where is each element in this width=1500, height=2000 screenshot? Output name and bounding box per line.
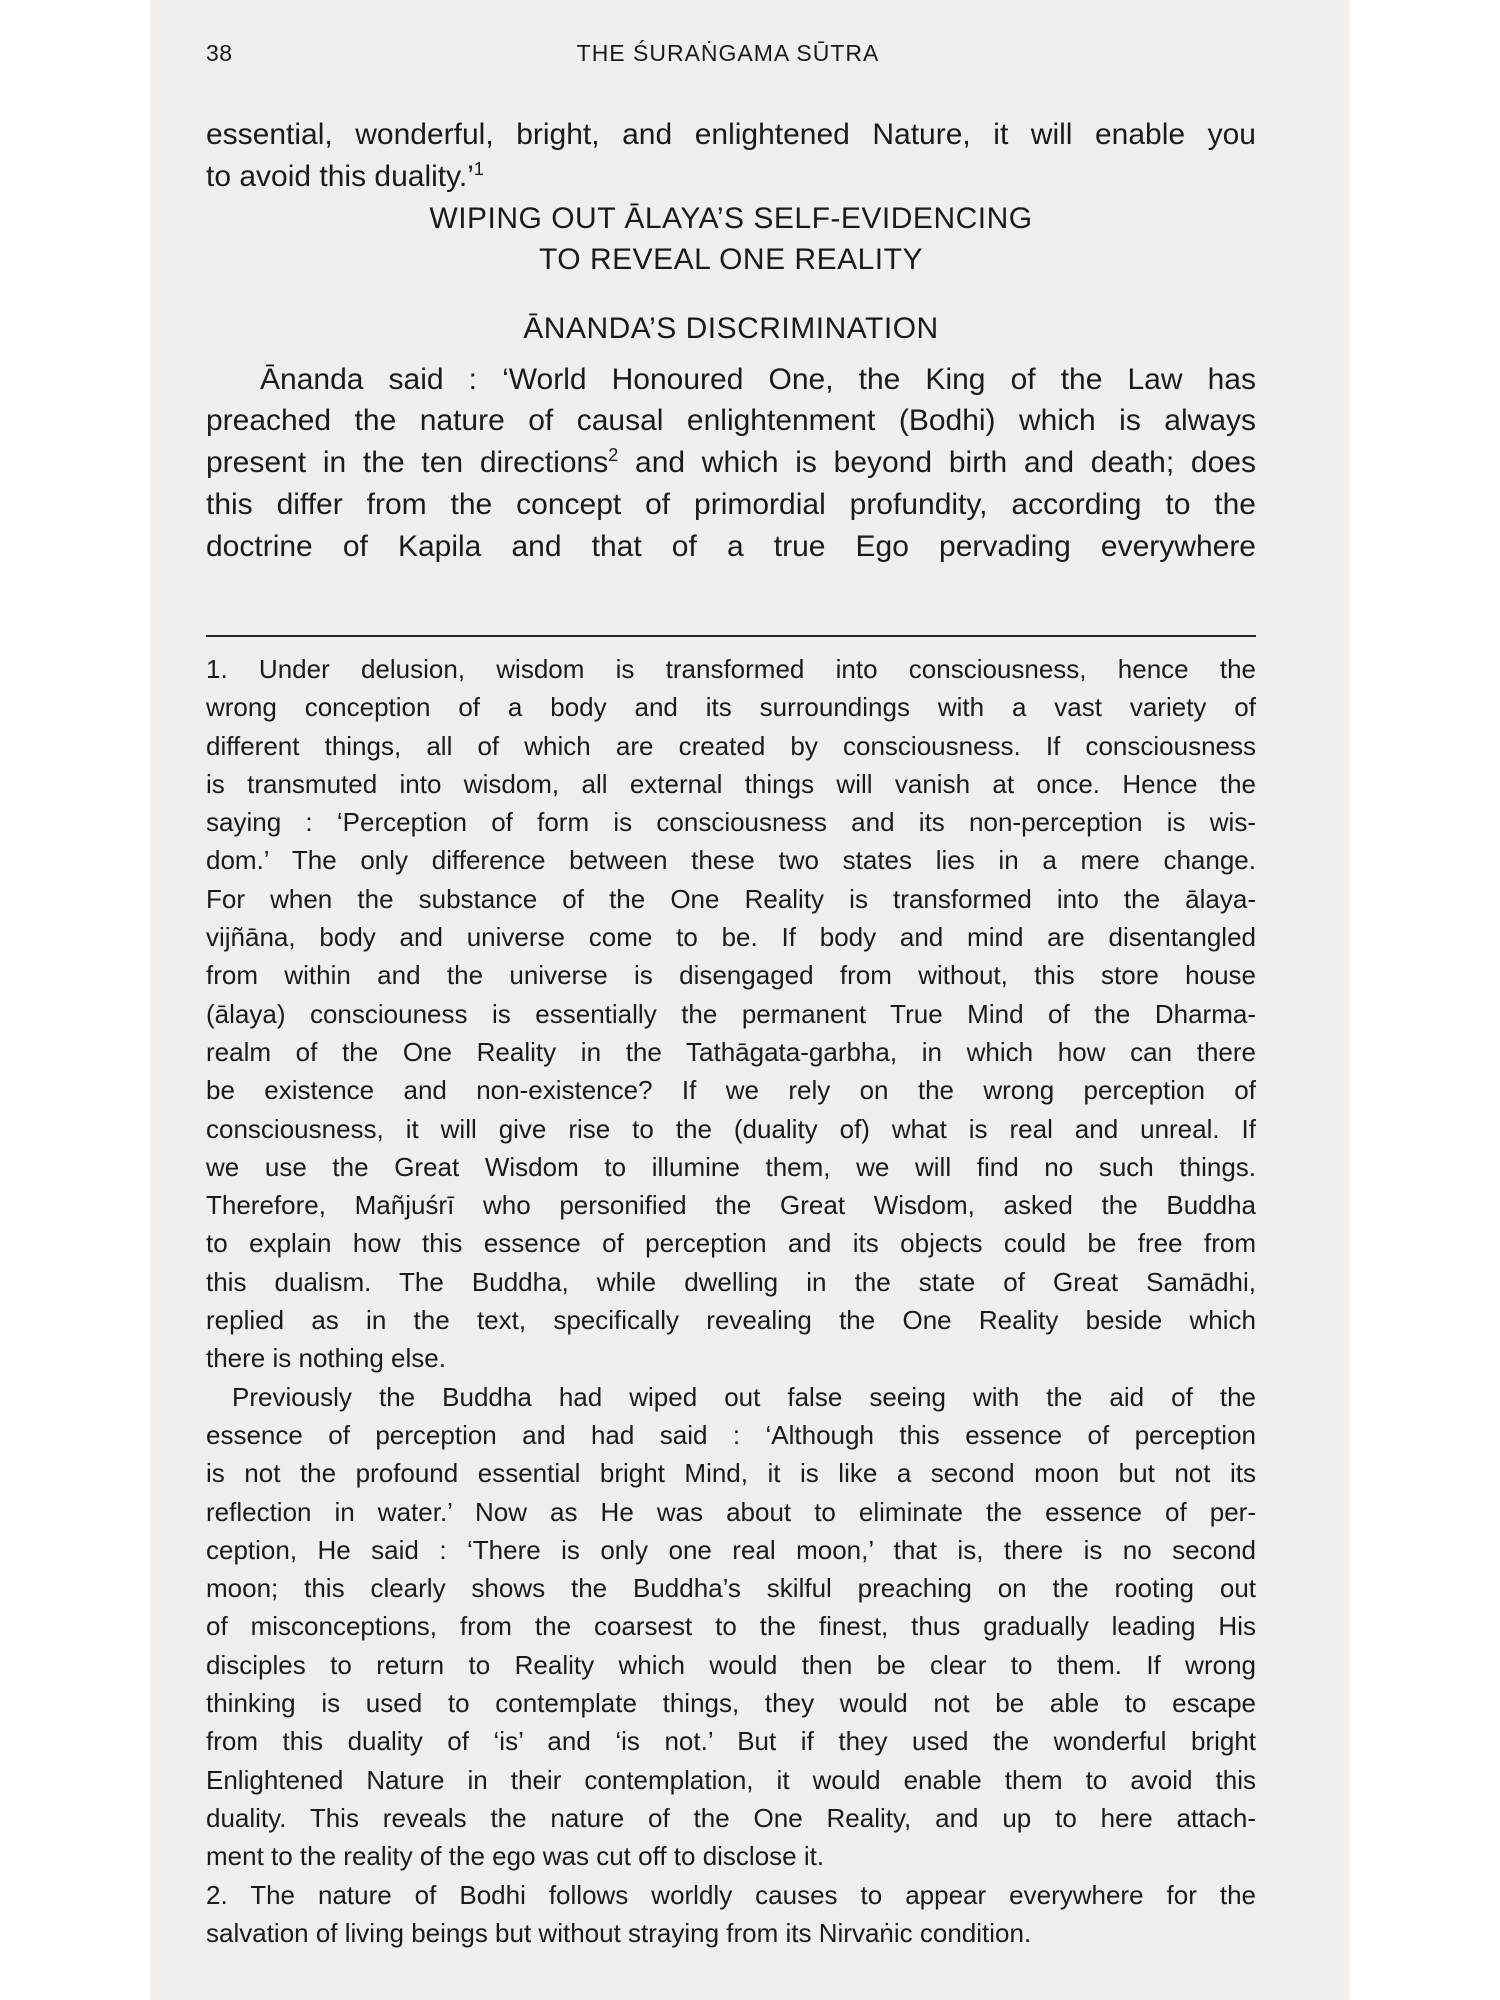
footnote-line: saying : ‘Perception of form is consciousness and its non-perception is wis- (206, 807, 1256, 838)
opening-paragraph (206, 114, 1256, 198)
footnote-line: from within and the universe is disengaged from without, this store house (206, 960, 1256, 991)
footnote-line: consciousness, it will give rise to the (duality of) what is real and unreal. If (206, 1113, 1256, 1144)
footnote-line: duality. This reveals the nature of the One Reality, and up to here attach- (206, 1802, 1256, 1833)
footnote-line: wrong conception of a body and its surroundings with a vast variety of (206, 692, 1256, 723)
section-heading (206, 198, 1256, 280)
text-line: doctrine of Kapila and that of a true Ego pervading everywhere (206, 529, 1256, 563)
text-line: essential, wonderful, bright, and enlightened Nature, it will enable you (206, 118, 1256, 151)
text-line: Ānanda said : ‘World Honoured One, the King of the Law has (260, 362, 1256, 396)
footnote-line: 1. Under delusion, wisdom is transformed into consciousness, hence the (206, 654, 1256, 684)
footnote-line: this dualism. The Buddha, while dwelling in the state of Great Samādhi, (206, 1266, 1256, 1297)
footnote-ref: 2 (608, 445, 619, 466)
footnote-line: vijñāna, body and universe come to be. If body and mind are disentangled (206, 922, 1256, 953)
text-line-content: present in the ten directions (206, 446, 609, 480)
footnote-divider (206, 635, 1256, 637)
subsection-heading: ĀNANDA’S DISCRIMINATION (523, 311, 939, 345)
page-header (206, 40, 1250, 72)
footnote-line: ment to the reality of the ego was cut off to disclose it. (206, 1841, 825, 1872)
footnote-line: For when the substance of the One Reality is transformed into the ālaya- (206, 883, 1256, 914)
section-heading-line2: TO REVEAL ONE REALITY (539, 242, 923, 276)
footnote-line: different things, all of which are created by consciousness. If consciousness (206, 730, 1256, 761)
footnote-2 (206, 1876, 1256, 1953)
page-number: 38 (206, 40, 233, 66)
text-line: preached the nature of causal enlightenment (Bodhi) which is always (206, 404, 1256, 438)
footnote-line: essence of perception and had said : ‘Although this essence of perception (206, 1419, 1256, 1450)
footnote-line: from this duality of ‘is’ and ‘is not.’ But if they used the wonderful bright (206, 1726, 1256, 1757)
footnote-line: (ālaya) consciouness is essentially the permanent True Mind of the Dharma- (206, 998, 1256, 1029)
footnote-line: is not the profound essential bright Mind, it is like a second moon but not its (206, 1458, 1256, 1489)
footnote-line: is transmuted into wisdom, all external things will vanish at once. Hence the (206, 768, 1256, 799)
running-title: THE ŚURAṄGAMA SŪTRA (576, 40, 880, 66)
footnote-line: there is nothing else. (206, 1343, 446, 1374)
text-line (206, 156, 1256, 198)
footnote-line: to explain how this essence of perception and its objects could be free from (206, 1228, 1256, 1259)
footnote-1-continued (206, 1378, 1256, 1876)
footnote-line: salvation of living beings but without straying from its Nirvaṅic condition. (206, 1917, 1032, 1948)
footnotes (206, 650, 1256, 1952)
footnote-line: disciples to return to Reality which would then be clear to them. If wrong (206, 1649, 1256, 1680)
footnote-line: Enlightened Nature in their contemplation, it would enable them to avoid this (206, 1764, 1256, 1795)
footnote-line: Previously the Buddha had wiped out false seeing with the aid of the (232, 1381, 1256, 1412)
text-line: this differ from the concept of primordial profundity, according to the (206, 487, 1256, 521)
text-line-content: to avoid this duality.’ (206, 159, 474, 193)
book-page (150, 0, 1350, 2000)
footnote-line: dom.’ The only difference between these two states lies in a mere change. (206, 845, 1256, 876)
text-line-content: and which is beyond birth and death; does (618, 446, 1256, 480)
ananda-paragraph (206, 359, 1256, 568)
section-heading-line1: WIPING OUT ĀLAYA’S SELF-EVIDENCING (429, 201, 1033, 235)
footnote-ref: 1 (473, 158, 484, 179)
footnote-line: be existence and non-existence? If we rely on the wrong perception of (206, 1075, 1256, 1106)
footnote-line: Therefore, Mañjuśrī who personified the Great Wisdom, asked the Buddha (206, 1190, 1256, 1221)
main-text (206, 114, 1256, 568)
footnote-line: realm of the One Reality in the Tathāgata-garbha, in which how can there (206, 1036, 1256, 1067)
footnote-line: we use the Great Wisdom to illumine them, we will find no such things. (206, 1151, 1256, 1182)
footnote-line: moon; this clearly shows the Buddha’s skilful preaching on the rooting out (206, 1573, 1256, 1604)
footnote-line: replied as in the text, specifically revealing the One Reality beside which (206, 1305, 1256, 1336)
footnote-line: reflection in water.’ Now as He was about to eliminate the essence of per- (206, 1496, 1256, 1527)
text-line (206, 442, 1256, 484)
footnote-line: thinking is used to contemplate things, they would not be able to escape (206, 1688, 1256, 1719)
footnote-line: of misconceptions, from the coarsest to the finest, thus gradually leading His (206, 1611, 1256, 1642)
footnote-line: ception, He said : ‘There is only one real moon,’ that is, there is no second (206, 1534, 1256, 1565)
footnote-line: 2. The nature of Bodhi follows worldly causes to appear everywhere for the (206, 1879, 1256, 1910)
footnote-1 (206, 650, 1256, 1378)
